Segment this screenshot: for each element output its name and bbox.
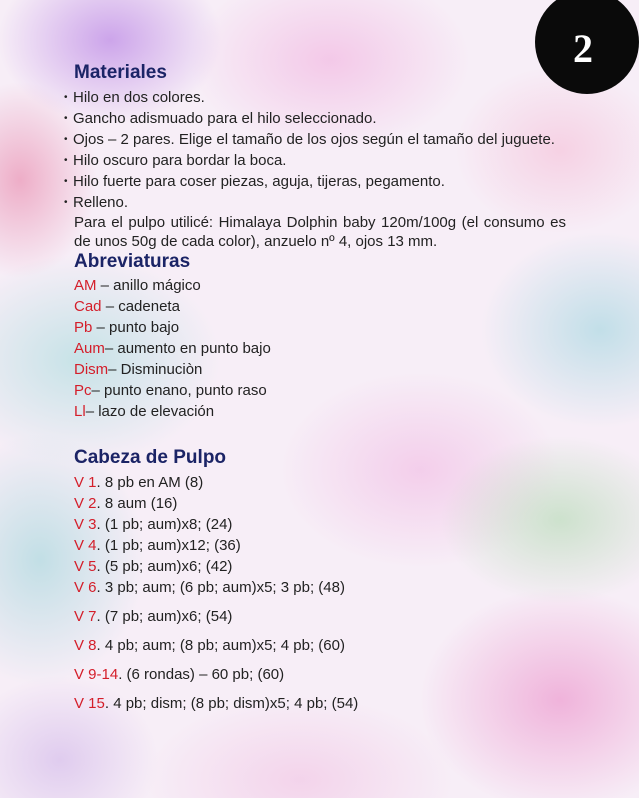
row-label: V 9-14 [74, 666, 119, 683]
abbr-term: Ll [74, 403, 86, 420]
list-item [74, 338, 566, 359]
table-row [74, 577, 566, 598]
page-number: 2 [573, 25, 593, 71]
table-row [74, 535, 566, 556]
list-item: • Hilo en dos colores. [64, 87, 566, 108]
row-text: . 3 pb; aum; (6 pb; aum)x5; 3 pb; (48) [96, 579, 345, 596]
row-label: V 3 [74, 516, 97, 533]
abbr-term: Cad [74, 298, 102, 315]
document-content [64, 62, 566, 714]
list-item: • Ojos – 2 pares. Elige el tamaño de los ojos según el tamaño del juguete. [64, 129, 566, 150]
list-item [74, 317, 566, 338]
list-item [74, 359, 566, 380]
materiales-note: Para el pulpo utilicé: Himalaya Dolphin baby 120m/100g (el consumo es de unos 50g de cada color), anzuelo nº 4, ojos 13 mm. [74, 214, 566, 250]
table-row [74, 514, 566, 535]
row-text: . (1 pb; aum)x12; (36) [96, 537, 241, 554]
row-label: V 4 [74, 537, 97, 554]
list-item: • Hilo oscuro para bordar la boca. [64, 150, 566, 171]
abbr-desc: – cadeneta [101, 298, 180, 315]
abbr-term: AM [74, 277, 97, 294]
abbr-desc: – punto bajo [92, 319, 180, 336]
row-text: . 8 pb en AM (8) [96, 474, 204, 491]
list-item: • Gancho adismuado para el hilo seleccionado. [64, 108, 566, 129]
table-row [74, 493, 566, 514]
abbr-term: Pb [74, 319, 93, 336]
materiales-list [64, 87, 566, 213]
cabeza-rows [64, 472, 566, 714]
abbr-desc: – Disminuciòn [108, 361, 203, 378]
abreviaturas-heading: Abreviaturas [74, 251, 191, 272]
row-label: V 8 [74, 637, 97, 654]
table-row [74, 664, 566, 685]
row-text: . 4 pb; dism; (8 pb; dism)x5; 4 pb; (54) [104, 695, 359, 712]
list-item: • Hilo fuerte para coser piezas, aguja, tijeras, pegamento. [64, 171, 566, 192]
table-row [74, 606, 566, 627]
abbr-term: Dism [74, 361, 109, 378]
row-text: . 8 aum (16) [96, 495, 178, 512]
abbr-term: Pc [74, 382, 92, 399]
table-row [74, 693, 566, 714]
row-text: . 4 pb; aum; (8 pb; aum)x5; 4 pb; (60) [96, 637, 345, 654]
row-label: V 2 [74, 495, 97, 512]
abbr-term: Aum [74, 340, 105, 357]
list-item [74, 296, 566, 317]
row-label: V 5 [74, 558, 97, 575]
row-label: V 15 [74, 695, 105, 712]
row-label: V 1 [74, 474, 97, 491]
list-item [74, 401, 566, 422]
row-text: . (6 rondas) – 60 pb; (60) [118, 666, 285, 683]
abbr-desc: – anillo mágico [96, 277, 201, 294]
row-text: . (7 pb; aum)x6; (54) [96, 608, 233, 625]
list-item [74, 380, 566, 401]
table-row [74, 635, 566, 656]
row-label: V 6 [74, 579, 97, 596]
materiales-heading: Materiales [74, 62, 167, 83]
list-item [74, 275, 566, 296]
row-text: . (5 pb; aum)x6; (42) [96, 558, 233, 575]
row-text: . (1 pb; aum)x8; (24) [96, 516, 233, 533]
row-label: V 7 [74, 608, 97, 625]
abbr-desc: – lazo de elevación [85, 403, 215, 420]
table-row [74, 556, 566, 577]
abbr-desc: – aumento en punto bajo [104, 340, 271, 357]
table-row [74, 472, 566, 493]
cabeza-heading: Cabeza de Pulpo [74, 447, 227, 468]
list-item: • Relleno. [64, 192, 566, 213]
abreviaturas-list [64, 275, 566, 422]
abbr-desc: – punto enano, punto raso [91, 382, 267, 399]
